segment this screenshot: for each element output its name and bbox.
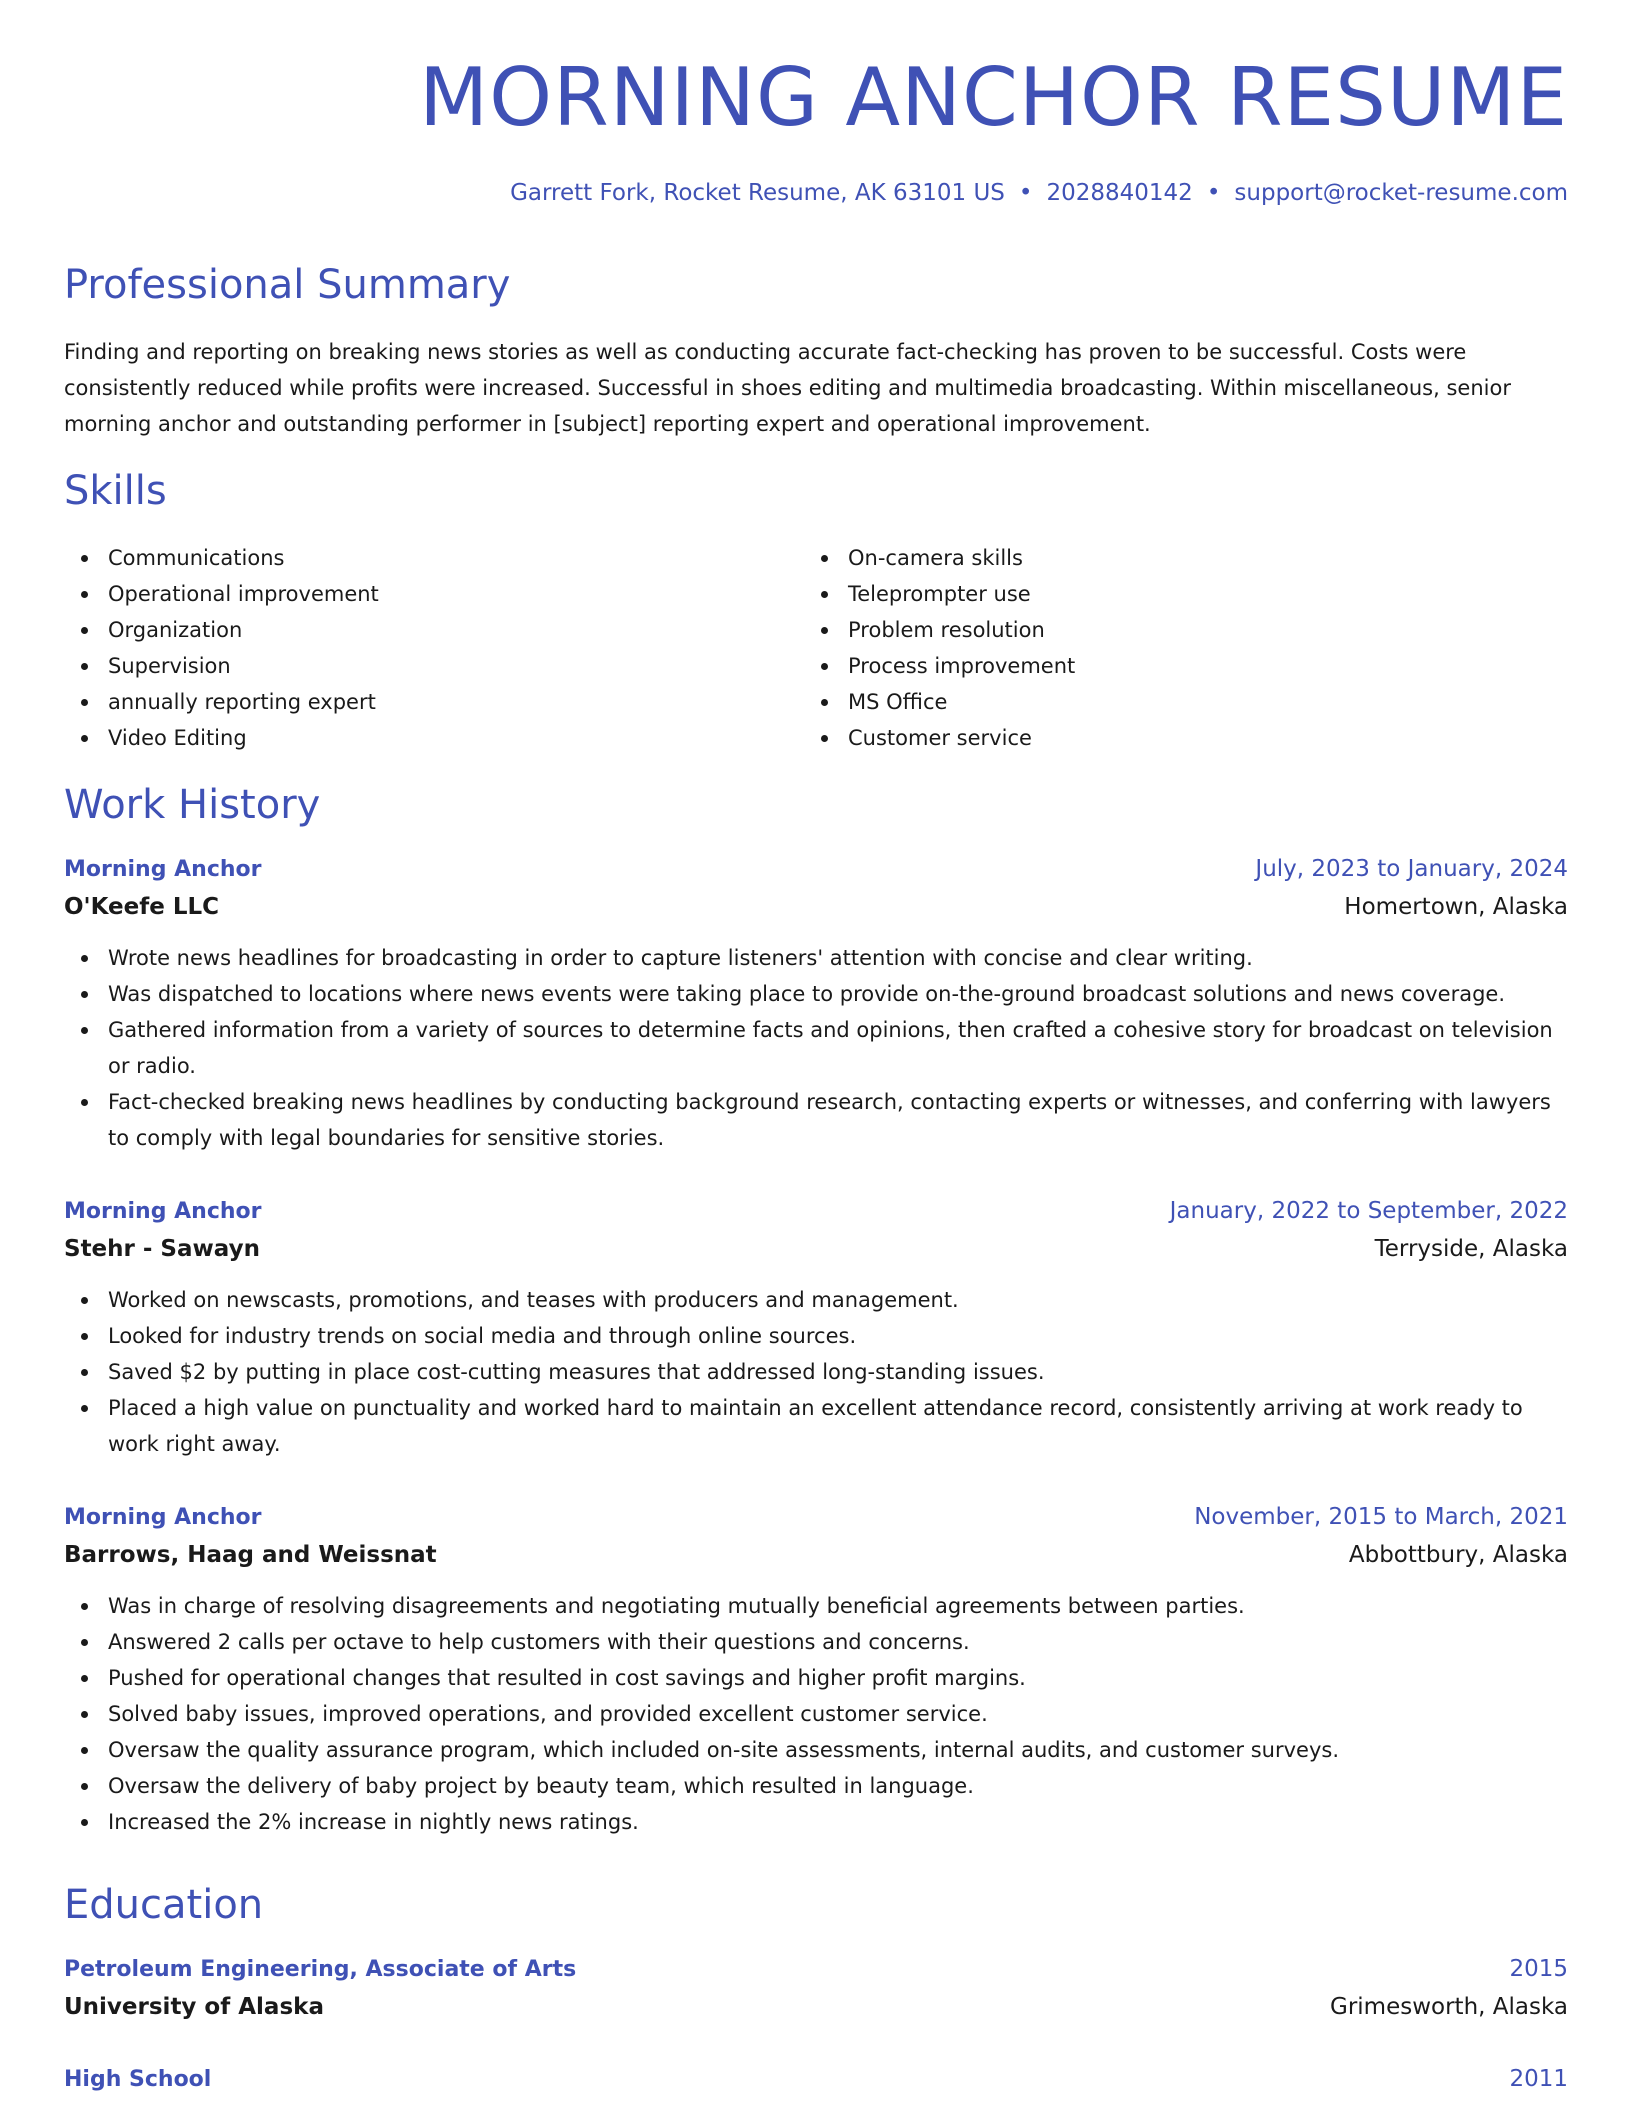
- job-bullets: [64, 940, 1568, 1156]
- job-bullet: Was in charge of resolving disagreements and negotiating mutually beneficial agreements between parties.: [64, 1588, 1568, 1624]
- summary-text: Finding and reporting on breaking news stories as well as conducting accurate fact-checking has proven to be successful. Costs were consistently reduced while profits were increased. Successful in shoes editing and multimedia broadcasting. Within miscellaneous, senior morning anchor and outstanding performer in [subject] reporting expert and operational improvement.: [64, 340, 1511, 436]
- job-title: Morning Anchor: [64, 1505, 262, 1530]
- job-bullet: Answered 2 calls per octave to help customers with their questions and concerns.: [64, 1624, 1568, 1660]
- job-location: Terryside, Alaska: [1374, 1236, 1568, 1262]
- job-location: Abbottbury, Alaska: [1348, 1542, 1568, 1568]
- education-degree: Petroleum Engineering, Associate of Arts: [64, 1957, 577, 1982]
- job-bullet: Placed a high value on punctuality and worked hard to maintain an excellent attendance record, consistently arriving at work ready to work right away.: [64, 1390, 1568, 1462]
- skills-heading: Skills: [64, 468, 167, 514]
- job-bullet: Fact-checked breaking news headlines by conducting background research, contacting experts or witnesses, and conferring with lawyers to comply with legal boundaries for sensitive stories.: [64, 1084, 1568, 1156]
- job-location: Homertown, Alaska: [1344, 894, 1568, 920]
- job-bullet: Gathered information from a variety of sources to determine facts and opinions, then crafted a cohesive story for broadcast on television or radio.: [64, 1012, 1568, 1084]
- skills-column-left: [64, 540, 804, 756]
- job-bullet: Increased the 2% increase in nightly news ratings.: [64, 1804, 1568, 1840]
- job-bullet: Wrote news headlines for broadcasting in order to capture listeners' attention with concise and clear writing.: [64, 940, 1568, 976]
- contact-separator: •: [1018, 180, 1033, 206]
- skill-item: Organization: [64, 612, 804, 648]
- contact-separator: •: [1206, 180, 1221, 206]
- job-company: Stehr - Sawayn: [64, 1236, 260, 1262]
- education-entry: [64, 2066, 1568, 2092]
- skill-item: annually reporting expert: [64, 684, 804, 720]
- job-bullet: Saved $2 by putting in place cost-cutting measures that addressed long-standing issues.: [64, 1354, 1568, 1390]
- skill-item: Operational improvement: [64, 576, 804, 612]
- job-dates: November, 2015 to March, 2021: [1194, 1504, 1568, 1530]
- skill-item: Supervision: [64, 648, 804, 684]
- job-bullet: Pushed for operational changes that resulted in cost savings and higher profit margins.: [64, 1660, 1568, 1696]
- contact-email: support@rocket-resume.com: [1234, 180, 1568, 206]
- education-year: 2011: [1509, 2066, 1568, 2092]
- job-entry: [64, 856, 1568, 1156]
- job-title: Morning Anchor: [64, 1199, 262, 1224]
- job-bullet: Was dispatched to locations where news events were taking place to provide on-the-ground broadcast solutions and news coverage.: [64, 976, 1568, 1012]
- skill-item: Problem resolution: [804, 612, 1544, 648]
- skill-item: Process improvement: [804, 648, 1544, 684]
- skill-item: Teleprompter use: [804, 576, 1544, 612]
- skill-item: Video Editing: [64, 720, 804, 756]
- skill-item: On-camera skills: [804, 540, 1544, 576]
- skill-item: Communications: [64, 540, 804, 576]
- summary-heading: Professional Summary: [64, 262, 511, 308]
- job-bullet: Looked for industry trends on social media and through online sources.: [64, 1318, 1568, 1354]
- job-entry: [64, 1198, 1568, 1462]
- job-bullet: Worked on newscasts, promotions, and teases with producers and management.: [64, 1282, 1568, 1318]
- job-company: O'Keefe LLC: [64, 894, 220, 920]
- skill-item: MS Office: [804, 684, 1544, 720]
- contact-address: Garrett Fork, Rocket Resume, AK 63101 US: [510, 180, 1005, 206]
- job-dates: January, 2022 to September, 2022: [1169, 1198, 1568, 1224]
- education-school: University of Alaska: [64, 1994, 324, 2020]
- resume-title: MORNING ANCHOR RESUME: [419, 51, 1568, 144]
- education-location: Grimesworth, Alaska: [1330, 1994, 1568, 2020]
- job-bullet: Oversaw the quality assurance program, which included on-site assessments, internal audits, and customer surveys.: [64, 1732, 1568, 1768]
- job-bullets: [64, 1588, 1568, 1840]
- job-bullets: [64, 1282, 1568, 1462]
- work-history-heading: Work History: [64, 782, 321, 828]
- job-entry: [64, 1504, 1568, 1840]
- education-degree: High School: [64, 2067, 212, 2092]
- job-bullet: Oversaw the delivery of baby project by beauty team, which resulted in language.: [64, 1768, 1568, 1804]
- education-year: 2015: [1509, 1956, 1568, 1982]
- job-bullet: Solved baby issues, improved operations, and provided excellent customer service.: [64, 1696, 1568, 1732]
- skills-list: [64, 540, 1568, 756]
- contact-phone: 2028840142: [1046, 180, 1193, 206]
- skill-item: Customer service: [804, 720, 1544, 756]
- job-dates: July, 2023 to January, 2024: [1255, 856, 1568, 882]
- education-entry: [64, 1956, 1568, 2020]
- job-title: Morning Anchor: [64, 857, 262, 882]
- contact-line: [510, 180, 1568, 206]
- skills-column-right: [804, 540, 1544, 756]
- job-company: Barrows, Haag and Weissnat: [64, 1542, 437, 1568]
- education-heading: Education: [64, 1882, 264, 1928]
